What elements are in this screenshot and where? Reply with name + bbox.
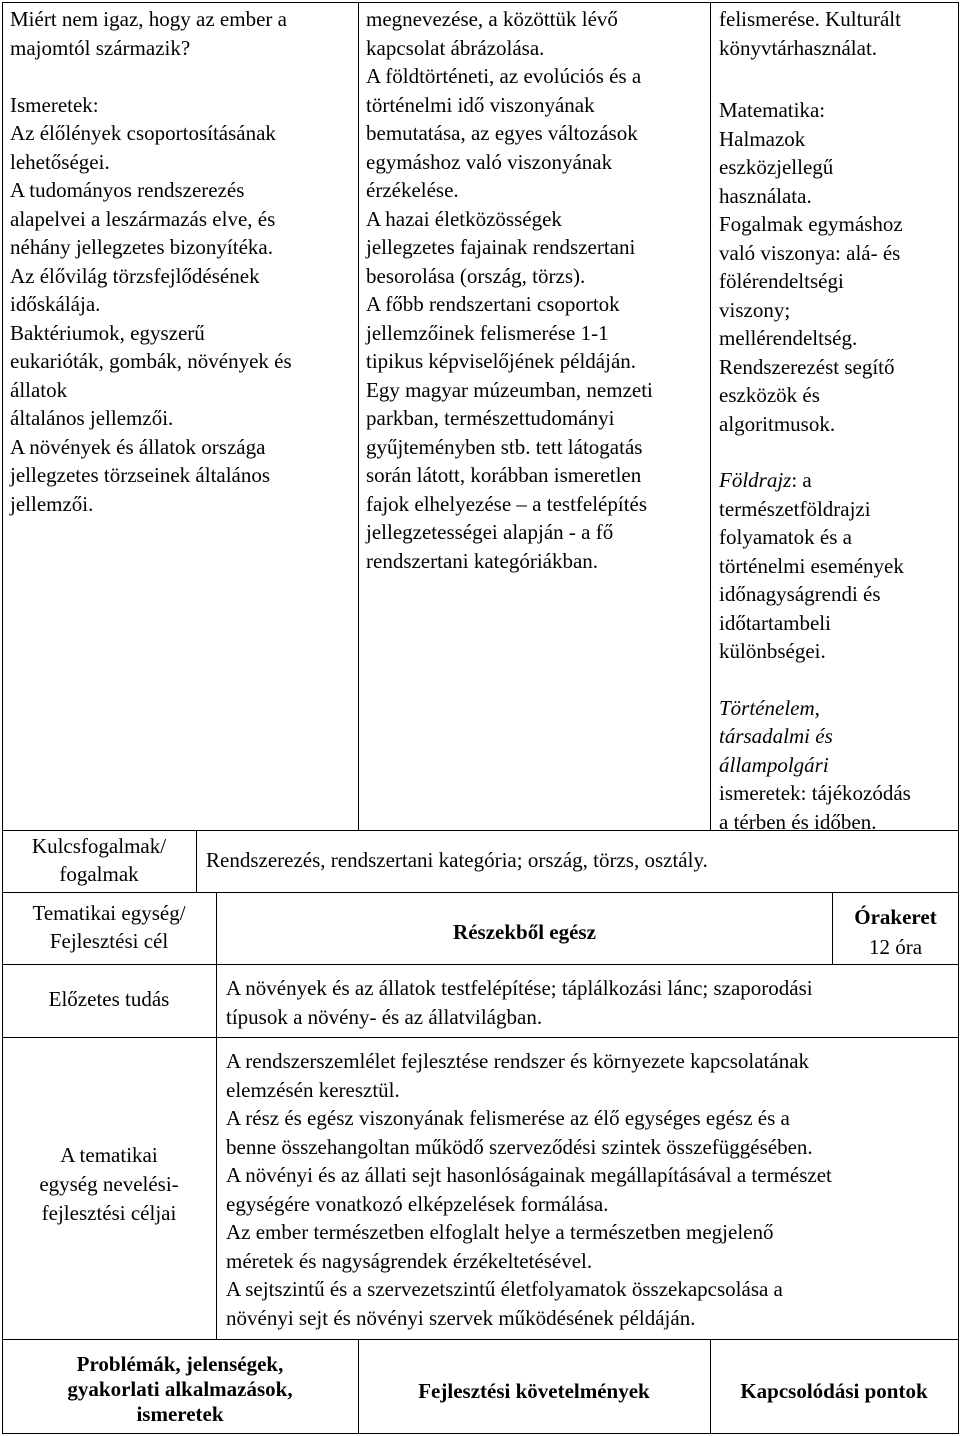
- col3-matematika-line: algoritmusok.: [719, 411, 836, 436]
- footer-header-kapcsolodasi: Kapcsolódási pontok: [740, 1379, 928, 1403]
- col2-line: gyűjteményben stb. tett látogatás: [366, 434, 643, 459]
- divider-after-tematikai: [2, 964, 959, 965]
- table-border-bottom: [2, 1433, 959, 1434]
- col2-line: Egy magyar múzeumban, nemzeti: [366, 377, 653, 402]
- col2-line: érzékelése.: [366, 178, 459, 202]
- celjai-text: [226, 1047, 954, 1332]
- col2-line: jellemzőinek felismerése 1-1: [366, 320, 609, 345]
- orakeret-label: Órakeret: [854, 905, 937, 929]
- divider-after-elozetes: [2, 1037, 959, 1038]
- divider-label-column: [216, 892, 217, 1339]
- col2-line: bemutatása, az egyes változások: [366, 121, 638, 145]
- celjai-line: elemzésén keresztül.: [226, 1077, 400, 1102]
- celjai-line: méretek és nagyságrendek érzékeltetésével.: [226, 1248, 593, 1273]
- col1-line: Ismeretek:: [10, 92, 99, 117]
- col2-line: tipikus képviselőjének példáján.: [366, 349, 637, 373]
- col1-line: néhány jellegzetes bizonyítéka.: [10, 235, 273, 259]
- col2-line: A hazai életközösségek: [366, 206, 562, 231]
- col3-matematika-line: Fogalmak egymáshoz: [719, 212, 903, 236]
- celjai-line: Az ember természetben elfoglalt helye a természetben megjelenő: [226, 1220, 774, 1244]
- table-border-right: [958, 2, 959, 1434]
- col3-matematika-line: Halmazok: [719, 126, 806, 151]
- col3-matematika-line: fölérendeltségi: [719, 269, 844, 293]
- col3-tortenelem-rest: ismeretek: tájékozódás: [719, 781, 911, 805]
- top-col2-text: [366, 5, 706, 575]
- col3-matematika-line: eszközök és: [719, 383, 820, 407]
- top-col3-text: [719, 5, 955, 836]
- celjai-line: A rész és egész viszonyának felismerése az élő egységes egész és a: [226, 1106, 790, 1130]
- col1-line: majomtól származik?: [10, 35, 191, 60]
- divider-after-celjai: [2, 1339, 959, 1340]
- col3-matematika-line: használata.: [719, 183, 812, 208]
- col1-line: jellegzetes törzseinek általános: [10, 463, 271, 487]
- col3-matematika-line: Rendszerezést segítő: [719, 354, 895, 379]
- divider-col1-top: [358, 2, 359, 830]
- col3-foldrajz-line: időtartambeli: [719, 610, 831, 635]
- col3-matematika-body: [719, 125, 955, 439]
- tematikai-title: Részekből egész: [453, 920, 596, 944]
- col1-line: időskálája.: [10, 292, 101, 316]
- col2-line: fajok elhelyezése – a testfelépítés: [366, 491, 648, 516]
- col3-tortenelem-line: társadalmi és: [719, 724, 833, 748]
- col2-line: A földtörténeti, az evolúciós és a: [366, 64, 642, 88]
- col3-tortenelem-last: a térben és időben.: [719, 809, 877, 834]
- col1-line: Baktériumok, egyszerű: [10, 320, 205, 345]
- footer-header-fejlesztesi: Fejlesztési követelmények: [418, 1379, 650, 1403]
- elozetes-line: típusok a növény- és az állatvilágban.: [226, 1004, 543, 1029]
- footer-header-problemak: Problémák, jelenségek, gyakorlati alkalmazások, ismeretek: [67, 1352, 293, 1426]
- col1-line: lehetőségei.: [10, 149, 110, 174]
- col1-line: jellemzői.: [10, 491, 94, 516]
- elozetes-label: Előzetes tudás: [48, 987, 170, 1011]
- col1-line: általános jellemzői.: [10, 406, 174, 430]
- celjai-line: A rendszerszemlélet fejlesztése rendszer és környezete kapcsolatának: [226, 1049, 810, 1073]
- col3-tortenelem-title: [719, 694, 955, 780]
- col3-matematika-title: Matematika:: [719, 98, 826, 122]
- col1-line: eukarióták, gombák, növények és: [10, 349, 292, 373]
- kulcsfogalmak-value: Rendszerezés, rendszertani kategória; ország, törzs, osztály.: [206, 848, 708, 872]
- col3-a-line-2: könyvtárhasználat.: [719, 35, 878, 60]
- divider-after-kulcsfogalmak: [2, 892, 959, 893]
- col3-foldrajz-line: folyamatok és a: [719, 525, 852, 549]
- col1-line: alapelvei a leszármazás elve, és: [10, 206, 276, 231]
- divider-col2-top: [710, 2, 711, 830]
- col3-foldrajz-line: időnagyságrendi és: [719, 582, 881, 606]
- col1-line: állatok: [10, 377, 68, 402]
- top-col1-text: [10, 5, 355, 518]
- elozetes-line: A növények és az állatok testfelépítése; táplálkozási lánc; szaporodási: [226, 976, 813, 1000]
- col1-line: [10, 62, 355, 91]
- col3-matematika-line: való viszonya: alá- és: [719, 240, 901, 265]
- col3-foldrajz-body: [719, 495, 955, 666]
- divider-kulcsfogalmak: [196, 830, 197, 892]
- col3-foldrajz-line: különbségei.: [719, 639, 826, 663]
- col1-line: Az élőlények csoportosításának: [10, 121, 276, 145]
- col2-line: rendszertani kategóriákban.: [366, 548, 599, 573]
- tematikai-label: Tematikai egység/ Fejlesztési cél: [32, 901, 186, 953]
- orakeret-cell: [833, 902, 958, 962]
- celjai-line: növényi sejt és növényi szervek működésének példáján.: [226, 1305, 696, 1330]
- col2-line: jellegzetes fajainak rendszertani: [366, 235, 636, 259]
- col1-line: A növények és állatok országa: [10, 434, 266, 459]
- col2-line: jellegzetességei alapján - a fő: [366, 520, 614, 544]
- col3-tortenelem-line: állampolgári: [719, 752, 829, 777]
- orakeret-value: 12 óra: [868, 935, 923, 959]
- col3-matematika-line: viszony;: [719, 297, 791, 322]
- celjai-line: benne összehangoltan működő szerveződési szintek összefüggésében.: [226, 1134, 813, 1159]
- kulcsfogalmak-label: Kulcsfogalmak/ fogalmak: [31, 834, 167, 886]
- celjai-line: A növényi és az állati sejt hasonlóságainak megállapításával a természet: [226, 1163, 832, 1187]
- col2-line: kapcsolat ábrázolása.: [366, 35, 545, 60]
- col2-line: egymáshoz való viszonyának: [366, 149, 613, 174]
- col1-line: A tudományos rendszerezés: [10, 178, 245, 202]
- celjai-line: A sejtszintű és a szervezetszintű életfolyamatok összekapcsolása a: [226, 1277, 783, 1301]
- col2-line: parkban, természettudományi: [366, 406, 615, 430]
- col2-line: besorolása (ország, törzs).: [366, 263, 586, 288]
- col3-foldrajz-title: Földrajz: a: [719, 468, 812, 492]
- col3-matematika-line: mellérendeltség.: [719, 326, 858, 350]
- col1-line: Miért nem igaz, hogy az ember a: [10, 7, 287, 31]
- celjai-line: egységére vonatkozó elképzelések formálása.: [226, 1191, 609, 1216]
- col3-foldrajz-line: történelmi események: [719, 553, 904, 578]
- col1-line: Az élővilág törzsfejlődésének: [10, 263, 260, 288]
- elozetes-text: [226, 974, 954, 1031]
- col3-foldrajz-line: természetföldrajzi: [719, 496, 871, 521]
- col2-line: során látott, korábban ismeretlen: [366, 463, 642, 487]
- col3-tortenelem-line: Történelem,: [719, 695, 820, 720]
- col3-a-line-1: felismerése. Kulturált: [719, 7, 901, 31]
- col2-line: megnevezése, a közöttük lévő: [366, 7, 618, 31]
- col2-line: A főbb rendszertani csoportok: [366, 292, 620, 316]
- celjai-label: A tematikai egység nevelési- fejlesztési céljai: [39, 1143, 179, 1225]
- col3-matematika-line: eszközjellegű: [719, 155, 834, 179]
- table-border-top: [2, 2, 959, 3]
- col2-line: történelmi idő viszonyának: [366, 92, 595, 117]
